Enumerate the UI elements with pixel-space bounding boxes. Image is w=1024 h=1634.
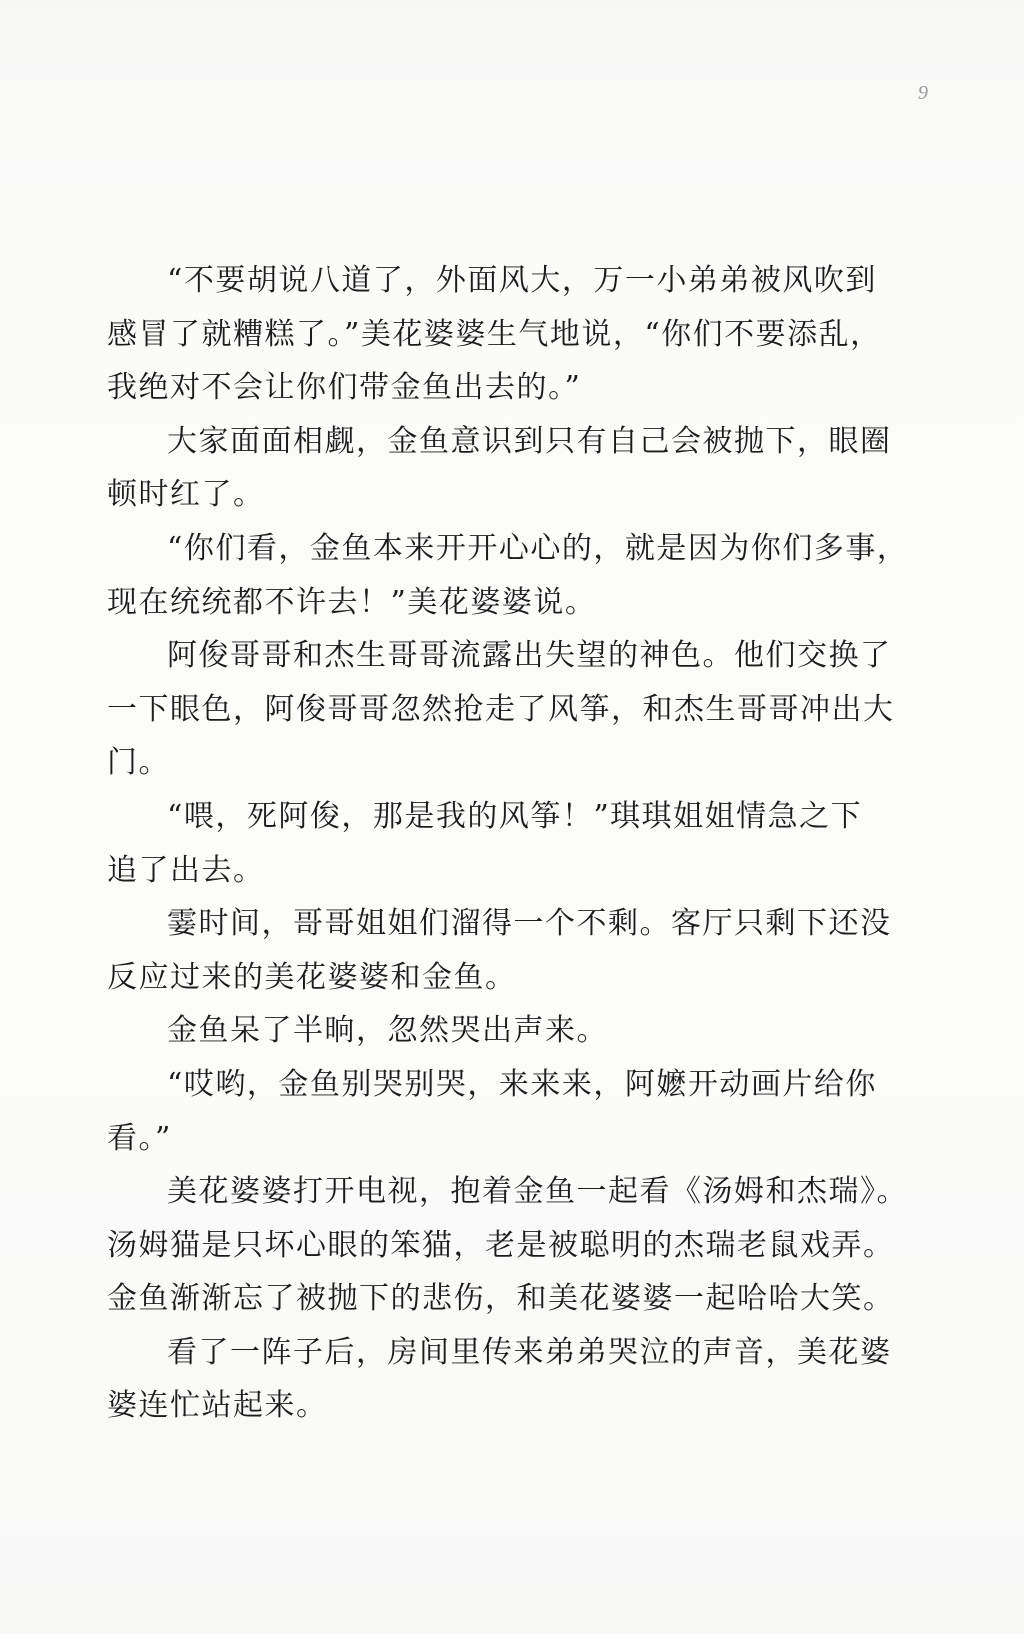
text-line: 反应过来的美花婆婆和金鱼。 (107, 959, 517, 995)
text-line: “哎哟，金鱼别哭别哭，来来来，阿嬷开动画片给你 (167, 1066, 877, 1102)
text-line: “你们看，金鱼本来开开心心的，就是因为你们多事， (167, 530, 909, 566)
text-line: 感冒了就糟糕了。”美花婆婆生气地说，“你们不要添乱， (107, 316, 882, 352)
text-line: 看。” (107, 1120, 172, 1156)
text-line: 我绝对不会让你们带金鱼出去的。” (107, 370, 582, 406)
text-line: 现在统统都不许去！”美花婆婆说。 (107, 584, 597, 620)
text-line: 追了出去。 (107, 852, 265, 888)
text-line: 看了一阵子后，房间里传来弟弟哭泣的声音，美花婆 (167, 1334, 892, 1370)
text-line: 一下眼色，阿俊哥哥忽然抢走了风筝，和杰生哥哥冲出大 (107, 691, 895, 727)
text-line: 婆连忙站起来。 (107, 1388, 328, 1424)
text-line: 金鱼呆了半晌，忽然哭出声来。 (167, 1013, 608, 1049)
text-line: “喂，死阿俊，那是我的风筝！”琪琪姐姐情急之下 (167, 798, 863, 834)
text-line: 门。 (107, 745, 170, 781)
text-line: 金鱼渐渐忘了被抛下的悲伤，和美花婆婆一起哈哈大笑。 (107, 1281, 895, 1317)
text-line: 阿俊哥哥和杰生哥哥流露出失望的神色。他们交换了 (167, 638, 892, 674)
page-number: 9 (918, 82, 928, 104)
body-text (107, 254, 909, 1433)
text-line: 顿时红了。 (107, 477, 265, 513)
text-line: “不要胡说八道了，外面风大，万一小弟弟被风吹到 (167, 263, 877, 298)
text-line: 霎时间，哥哥姐姐们溜得一个不剩。客厅只剩下还没 (167, 906, 892, 942)
text-line: 美花婆婆打开电视，抱着金鱼一起看《汤姆和杰瑞》。 (167, 1174, 908, 1210)
text-line: 大家面面相觑，金鱼意识到只有自己会被抛下，眼圈 (167, 423, 892, 459)
text-line: 汤姆猫是只坏心眼的笨猫，老是被聪明的杰瑞老鼠戏弄。 (107, 1227, 895, 1263)
